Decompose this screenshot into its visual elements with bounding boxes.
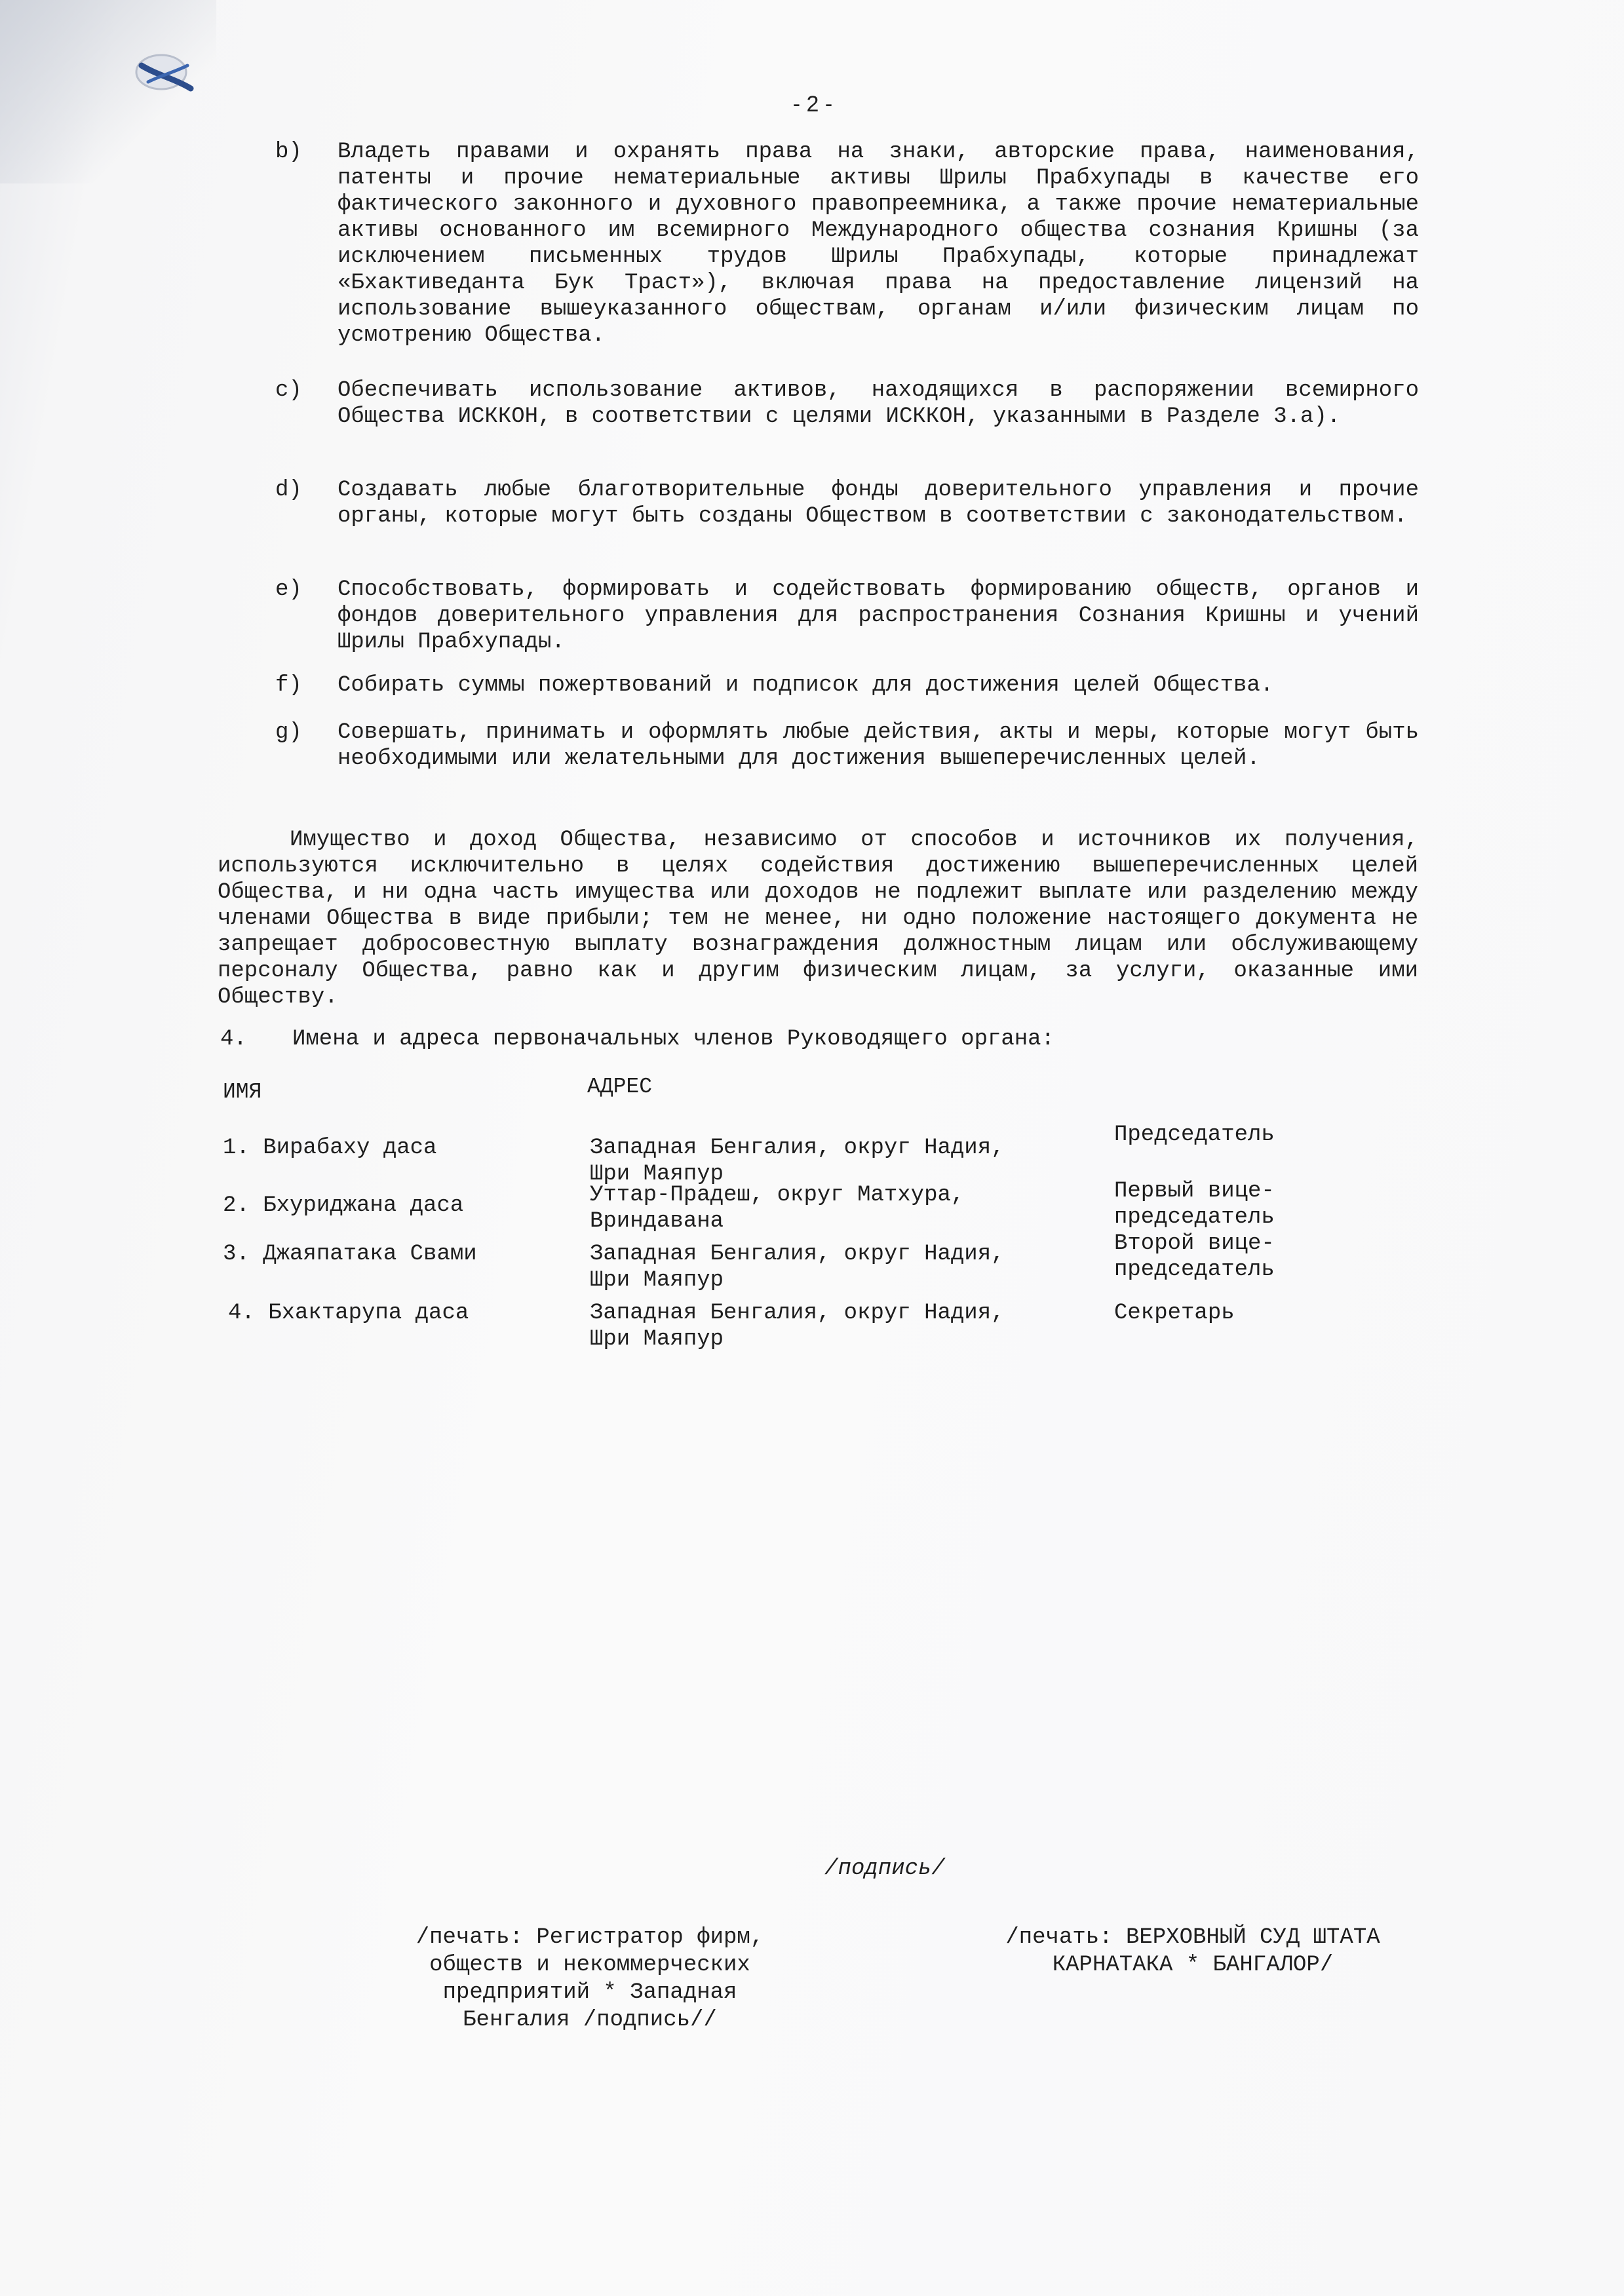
signature-note: /подпись/ (824, 1856, 945, 1881)
item-marker: b) (275, 140, 302, 164)
item-marker: f) (275, 673, 302, 698)
column-header-address: АДРЕС (587, 1075, 653, 1099)
list-item-b (275, 139, 1419, 349)
role-line: председатель (1114, 1205, 1275, 1230)
list-item-f (275, 672, 1419, 698)
member-name: 1. Вирабаху даса (223, 1136, 437, 1160)
member-address (590, 1300, 1062, 1352)
member-address (590, 1182, 1062, 1234)
member-name: 2. Бхуриджана даса (223, 1193, 464, 1218)
seal-line: Бенгалия /подпись// (463, 2008, 717, 2033)
section-title: Имена и адреса первоначальных членов Руководящего органа: (292, 1027, 1054, 1052)
member-role (1114, 1178, 1324, 1231)
item-text: Совершать, принимать и оформлять любые действия, акты и меры, которые могут быть необходимыми или желательными для достижения вышеперечисленных целей. (338, 720, 1419, 771)
address-line: Уттар-Прадеш, округ Матхура, (590, 1183, 965, 1208)
address-line: Западная Бенгалия, округ Надия, (590, 1242, 1005, 1267)
role-line: Председатель (1114, 1122, 1275, 1147)
address-line: Шри Маяпур (590, 1268, 724, 1293)
item-text: Собирать суммы пожертвований и подписок для достижения целей Общества. (338, 673, 1274, 698)
page-number: - 2 - (792, 92, 833, 117)
address-line: Западная Бенгалия, округ Надия, (590, 1301, 1005, 1326)
list-item-c (275, 377, 1419, 430)
item-text: Способствовать, формировать и содействовать формированию обществ, органов и фондов доверительного управления для распространения Сознания Кришны и учений Шрилы Прабхупады. (338, 577, 1419, 655)
seal-line: /печать: Регистратор фирм, (416, 1925, 764, 1950)
member-role (1114, 1300, 1324, 1326)
list-item-g (275, 719, 1419, 772)
column-header-name: ИМЯ (223, 1080, 262, 1104)
seal-line: /печать: ВЕРХОВНЫЙ СУД ШТАТА (1005, 1925, 1380, 1950)
role-line: Первый вице- (1114, 1179, 1275, 1204)
address-line: Шри Маяпур (590, 1327, 724, 1352)
role-line: Второй вице- (1114, 1231, 1275, 1256)
item-text: Создавать любые благотворительные фонды доверительного управления и прочие органы, которые могут быть созданы Обществом в соответствии с законодательством. (338, 478, 1419, 529)
member-name: 3. Джаяпатака Свами (223, 1242, 477, 1267)
member-role (1114, 1122, 1324, 1148)
binding-thread-icon (128, 46, 201, 105)
seal-high-court (976, 1924, 1409, 1979)
section-heading (220, 1026, 1054, 1052)
list-item-d (275, 477, 1419, 529)
address-line: Западная Бенгалия, округ Надия, (590, 1136, 1005, 1160)
body-paragraph: Имущество и доход Общества, независимо от способов и источников их получения, используются исключительно в целях содействия достижению вышеперечисленных целей Общества, и ни одна часть имущества или доходов не подлежит выплате или разделению между членами Общества в виде прибыли; тем не менее, ни одно положение настоящего документа не запрещает добросовестную выплату вознаграждения должностным лицам или обслуживающему персоналу Общества, равно как и другим физическим лицам, за услуги, оказанные ими Обществу. (218, 828, 1418, 1010)
member-address (590, 1241, 1062, 1293)
list-item-e (275, 577, 1419, 655)
seal-registrar (387, 1924, 793, 2034)
section-number: 4. (220, 1027, 247, 1052)
item-text: Владеть правами и охранять права на знаки, авторские права, наименования, патенты и прочие нематериальные активы Шрилы Прабхупады в качестве его фактического законного и духовного правопреемника, а также прочие нематериальные активы основанного им всемирного Международного общества сознания Кришны (за исключением письменных трудов Шрилы Прабхупады, которые принадлежат «Бхактиведанта Бук Траст»), включая права на предоставление лицензий на использование вышеуказанного обществам, органам и/или физическим лицам по усмотрению Общества. (338, 140, 1419, 348)
member-role (1114, 1231, 1324, 1283)
address-line: Шри Маяпур (590, 1162, 724, 1187)
item-marker: d) (275, 478, 302, 503)
role-line: Секретарь (1114, 1301, 1235, 1326)
seal-line: предприятий * Западная (442, 1980, 737, 2005)
role-line: председатель (1114, 1257, 1275, 1282)
address-line: Вриндавана (590, 1209, 724, 1234)
seal-line: КАРНАТАКА * БАНГАЛОР/ (1052, 1953, 1334, 1978)
member-name: 4. Бхактарупа даса (228, 1301, 469, 1326)
item-marker: g) (275, 720, 302, 745)
item-marker: c) (275, 378, 302, 403)
item-marker: e) (275, 577, 302, 602)
seal-line: обществ и некоммерческих (429, 1953, 750, 1978)
item-text: Обеспечивать использование активов, находящихся в распоряжении всемирного Общества ИСККОН, в соответствии с целями ИСККОН, указанными в Разделе 3.а). (338, 378, 1419, 429)
member-address (590, 1135, 1062, 1187)
